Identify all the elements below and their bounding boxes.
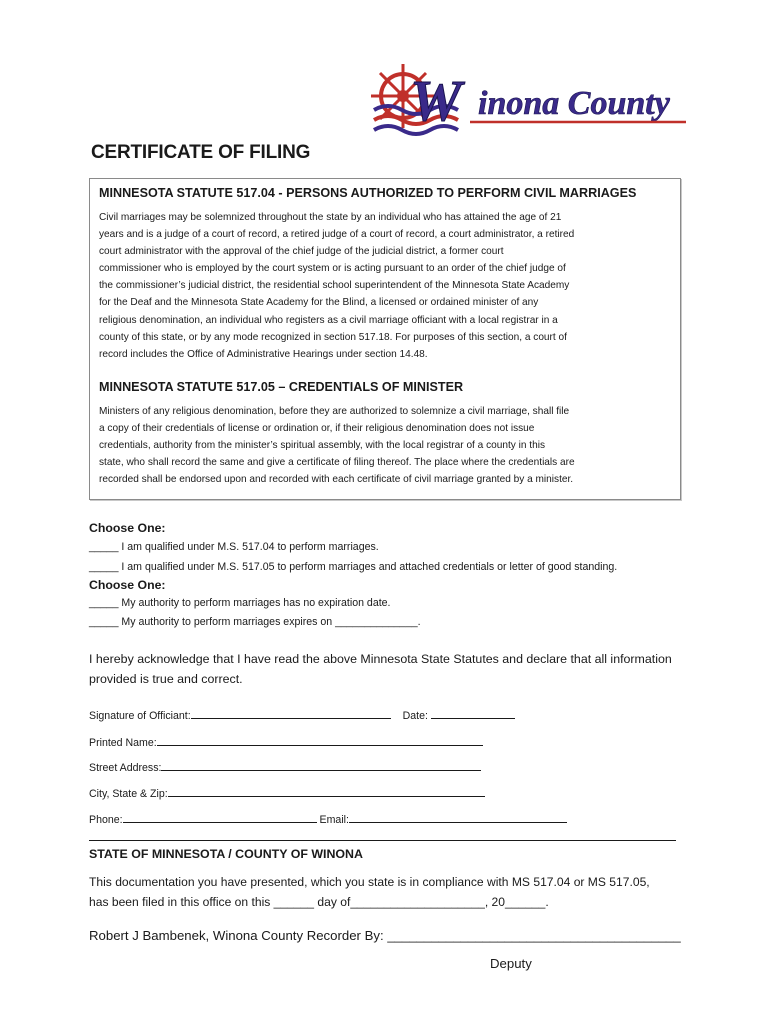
printed-name-line[interactable] (157, 735, 483, 746)
option-no-expiration[interactable]: _____ My authority to perform marriages has no expiration date. (89, 597, 391, 609)
email-line[interactable] (349, 812, 567, 823)
page-title: CERTIFICATE OF FILING (91, 142, 311, 163)
city-state-zip-line[interactable] (168, 786, 485, 797)
statute-517-04-text: Civil marriages may be solemnized throughout the state by an individual who has attained the age of 21 years and is a judge of a court of record, a retired judge of a court of record, a court administrator, a retired court administrator with the approval of the chief judge of the judicial district, a former court commissioner who is employed by the court system or is acting pursuant to an order of the chief judge of the commissioner’s judicial district, the residential school superintendent of the Minnesota State Academy for the Deaf and the Minnesota State Academy for the Blind, a licensed or ordained minister of any religious denomination, an individual who registers as a civil marriage officiant with a local registrar in a county of this state, or by any mode recognized in section 517.18. For purposes of this section, a court of record includes the Office of Administrative Hearings under section 14.48. (99, 212, 575, 360)
phone-email-row (89, 812, 567, 826)
email-label: Email: (319, 814, 349, 826)
section-divider (89, 840, 676, 841)
statute-517-04-heading: MINNESOTA STATUTE 517.04 - PERSONS AUTHORIZED TO PERFORM CIVIL MARRIAGES (99, 186, 637, 200)
logo-text: inona County (478, 85, 670, 122)
choose-one-heading-1: Choose One: (89, 521, 166, 535)
recorder-signature-line[interactable]: Robert J Bambenek, Winona County Recorder By: ________________________________________ (89, 928, 681, 943)
signature-line[interactable] (191, 708, 391, 719)
signature-row (89, 708, 515, 722)
printed-name-label: Printed Name: (89, 737, 157, 749)
acknowledgement-text: I hereby acknowledge that I have read the above Minnesota State Statutes and declare that all information provided is true and correct. (89, 652, 672, 686)
choose-one-heading-2: Choose One: (89, 578, 166, 592)
street-address-line[interactable] (161, 760, 481, 771)
option-qualified-517-04[interactable]: _____ I am qualified under M.S. 517.04 to perform marriages. (89, 541, 379, 553)
street-address-row (89, 760, 481, 774)
deputy-label: Deputy (490, 956, 532, 971)
phone-label: Phone: (89, 814, 123, 826)
svg-text:W: W (410, 68, 462, 133)
date-line[interactable] (431, 708, 515, 719)
option-expires-on[interactable]: _____ My authority to perform marriages expires on ______________. (89, 616, 421, 628)
statute-517-05-heading: MINNESOTA STATUTE 517.05 – CREDENTIALS OF MINISTER (99, 380, 464, 394)
city-state-zip-row (89, 786, 485, 800)
state-county-heading: STATE OF MINNESOTA / COUNTY OF WINONA (89, 847, 363, 861)
phone-line[interactable] (123, 812, 317, 823)
filing-statement: This documentation you have presented, which you state is in compliance with MS 517.04 or MS 517.05, has been filed in this office on this ______ day of____________________, 20______. (89, 875, 650, 909)
winona-county-logo (370, 58, 700, 138)
statute-517-05-text: Ministers of any religious denomination, before they are authorized to solemnize a civil marriage, shall file a copy of their credentials of license or ordination or, if their religious denomination does not issue credentials, authority from the minister’s spiritual assembly, with the local registrar of a county in this state, who shall record the same and give a certificate of filing thereof. The place where the credentials are recorded shall be endorsed upon and recorded with each certificate of civil marriage granted by a minister. (99, 406, 575, 486)
street-address-label: Street Address: (89, 762, 162, 774)
date-label: Date: (402, 710, 428, 722)
signature-label: Signature of Officiant: (89, 710, 191, 722)
option-qualified-517-05[interactable]: _____ I am qualified under M.S. 517.05 to perform marriages and attached credentials or letter of good standing. (89, 561, 618, 573)
printed-name-row (89, 735, 483, 749)
city-state-zip-label: City, State & Zip: (89, 788, 168, 800)
